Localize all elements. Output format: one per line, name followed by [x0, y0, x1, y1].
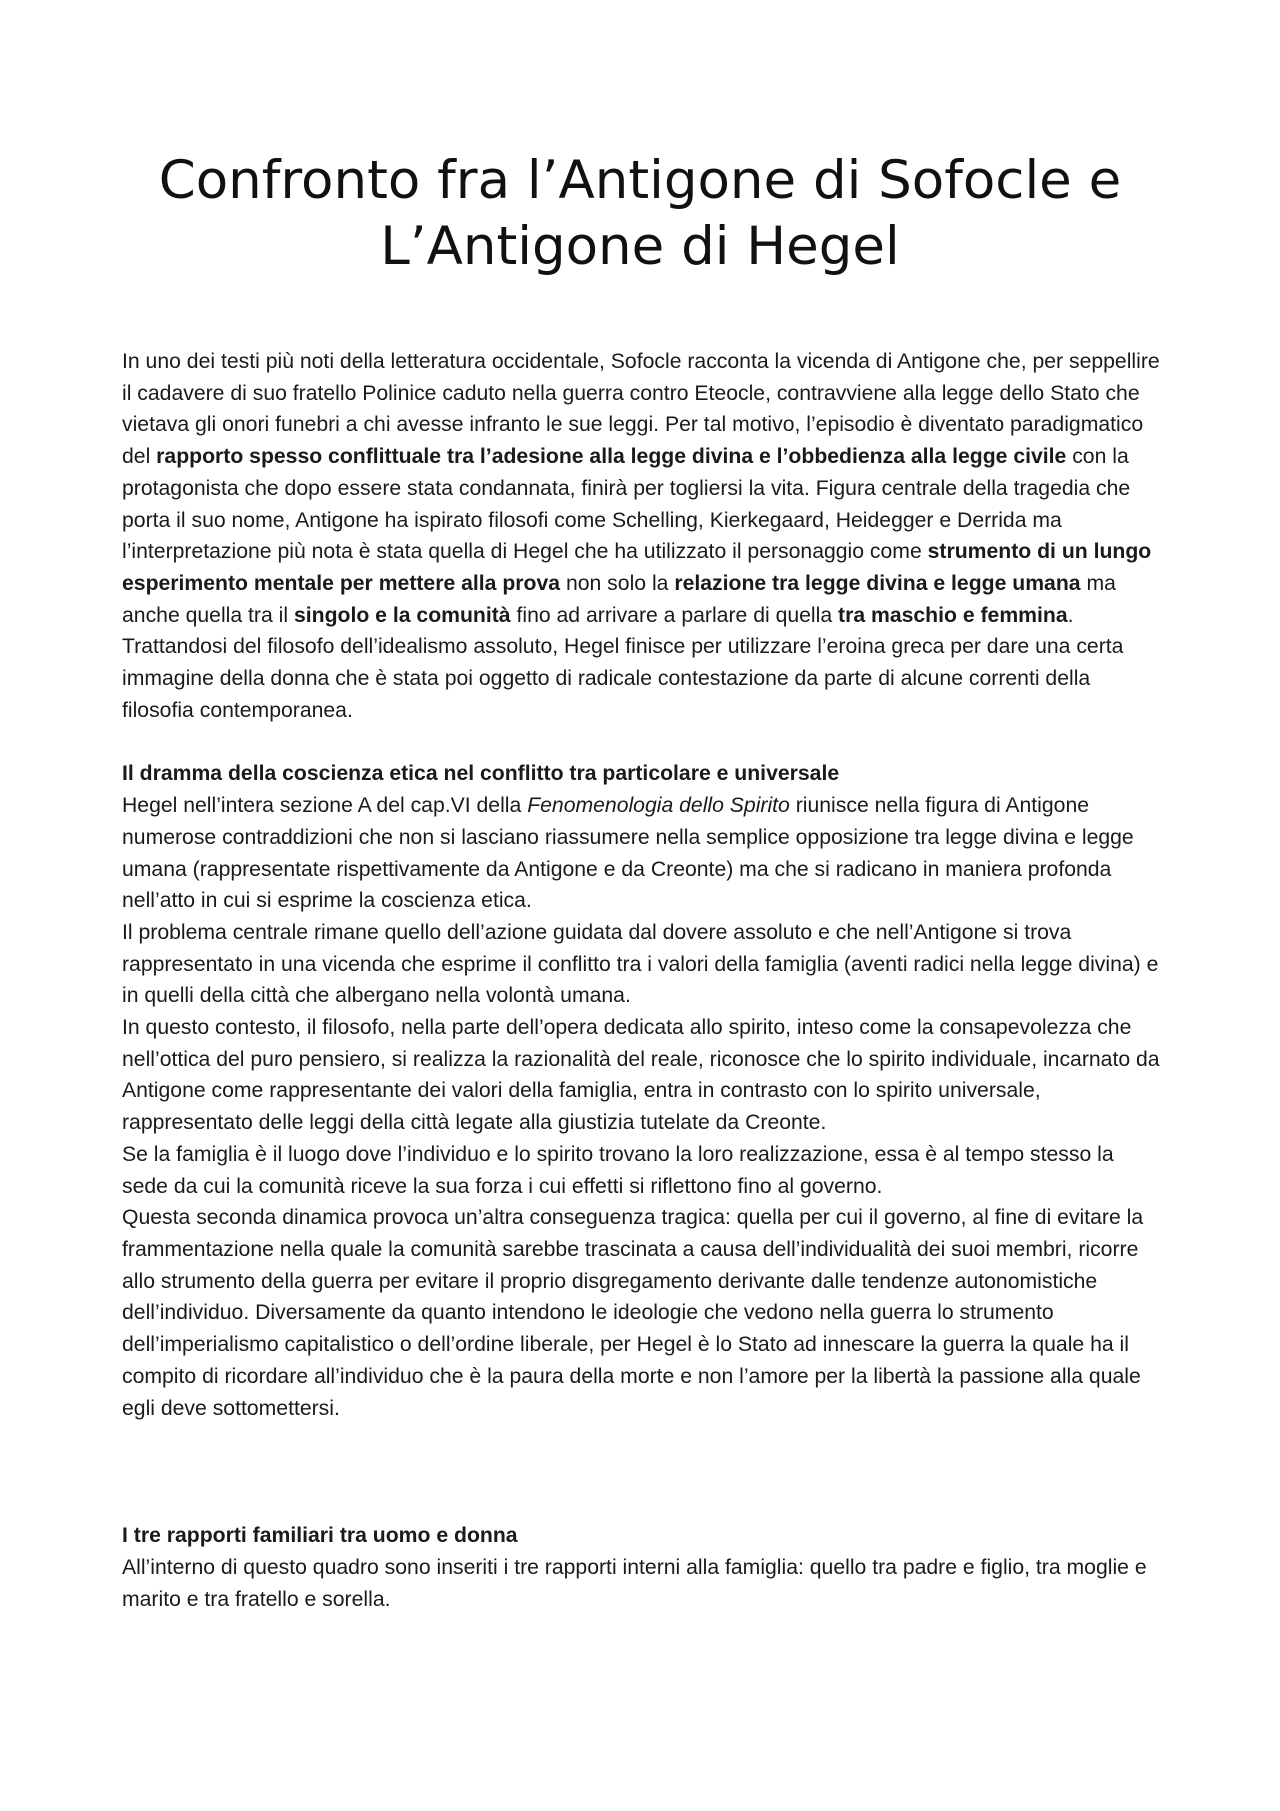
book-title-italic: Fenomenologia dello Spirito [527, 794, 790, 818]
section-spacer [122, 1424, 1162, 1520]
intro-bold-3: relazione tra legge divina e legge umana [674, 571, 1081, 595]
intro-paragraph [122, 346, 1162, 726]
title-line-1: Confronto fra l’Antigone di Sofocle e [158, 150, 1122, 211]
intro-bold-4: singolo e la comunità [293, 603, 511, 627]
section-1-heading: Il dramma della coscienza etica nel conflitto tra particolare e universale [122, 762, 840, 786]
intro-text-3: non solo la [560, 571, 675, 595]
intro-text-2: con la protagonista che dopo essere stata condannata, finirà per togliersi la vita. Figura centrale della tragedia che porta il suo nome, Antigone ha ispirato filosofi come Schelling, Kierkegaard, Heidegger e Derrida ma l’interpretazione più nota è stata quella di Hegel che ha utilizzato il personaggio come [122, 445, 1131, 564]
title-line-2: L’Antigone di Hegel [380, 216, 900, 277]
section-1-paragraph-5: Questa seconda dinamica provoca un’altra conseguenza tragica: quella per cui il governo, al fine di evitare la frammentazione nella quale la comunità sarebbe trascinata a causa dell’individualità dei suoi membri, ricorre allo strumento della guerra per evitare il proprio disgregamento derivante dalle tendenze autonomistiche dell’individuo. Diversamente da quanto intendono le ideologie che vedono nella guerra lo strumento dell’imperialismo capitalistico o dell’ordine liberale, per Hegel è lo Stato ad innescare la guerra la quale ha il compito di ricordare all’individuo che è la paura della morte e non l’amore per la libertà la passione alla quale egli deve sottomettersi. [122, 1206, 1144, 1420]
document-title [80, 148, 1200, 280]
section-1-paragraph-2: Il problema centrale rimane quello dell’azione guidata dal dovere assoluto e che nell’Antigone si trova rappresentato in una vicenda che esprime il conflitto tra i valori della famiglia (aventi radici nella legge divina) e in quelli della città che albergano nella volontà umana. [122, 920, 1159, 1008]
intro-bold-5: tra maschio e femmina [838, 603, 1068, 627]
intro-text-6: . Trattandosi del filosofo dell’idealismo assoluto, Hegel finisce per utilizzare l’eroina greca per dare una certa immagine della donna che è stata poi oggetto di radicale contestazione da parte di alcune correnti della filosofia contemporanea. [122, 603, 1124, 722]
section-1-p1-text-b: riunisce nella figura di Antigone numerose contraddizioni che non si lasciano riassumere nella semplice opposizione tra legge divina e legge umana (rappresentate rispettivamente da Antigone e da Creonte) ma che si radicano in maniera profonda nell’atto in cui si esprime la coscienza etica. [122, 794, 1134, 913]
intro-text-1: In uno dei testi più noti della letteratura occidentale, Sofocle racconta la vicenda di Antigone che, per seppellire il cadavere di suo fratello Polinice caduto nella guerra contro Eteocle, contravviene alla legge dello Stato che vietava gli onori funebri a chi avesse infranto le sue leggi. Per tal motivo, l’episodio è diventato paradigmatico del [122, 350, 1160, 469]
intro-bold-2: strumento di un lungo esperimento mentale per mettere alla prova [122, 540, 1152, 595]
section-1-p1-text-a: Hegel nell’intera sezione A del cap.VI della [122, 794, 528, 818]
section-2-heading: I tre rapporti familiari tra uomo e donna [122, 1524, 518, 1548]
section-1-paragraph-4: Se la famiglia è il luogo dove l’individuo e lo spirito trovano la loro realizzazione, essa è al tempo stesso la sede da cui la comunità riceve la sua forza i cui effetti si riflettono fino al governo. [122, 1142, 1114, 1198]
document-body [122, 346, 1162, 1615]
intro-text-4: ma anche quella tra il [122, 571, 1116, 627]
intro-bold-1: rapporto spesso conflittuale tra l’adesione alla legge divina e l’obbedienza alla legge civile [156, 445, 1067, 469]
section-1-paragraph-3: In questo contesto, il filosofo, nella parte dell’opera dedicata allo spirito, inteso come la consapevolezza che nell’ottica del puro pensiero, si realizza la razionalità del reale, riconosce che lo spirito individuale, incarnato da Antigone come rappresentante dei valori della famiglia, entra in contrasto con lo spirito universale, rappresentato delle leggi della città legate alla giustizia tutelate da Creonte. [122, 1016, 1160, 1135]
section-2-paragraph-1: All’interno di questo quadro sono inseriti i tre rapporti interni alla famiglia: quello tra padre e figlio, tra moglie e marito e tra fratello e sorella. [122, 1555, 1147, 1611]
section-1-paragraph-1 [122, 790, 1162, 917]
intro-text-5: fino ad arrivare a parlare di quella [510, 603, 839, 627]
paragraph-spacer [122, 726, 1162, 758]
